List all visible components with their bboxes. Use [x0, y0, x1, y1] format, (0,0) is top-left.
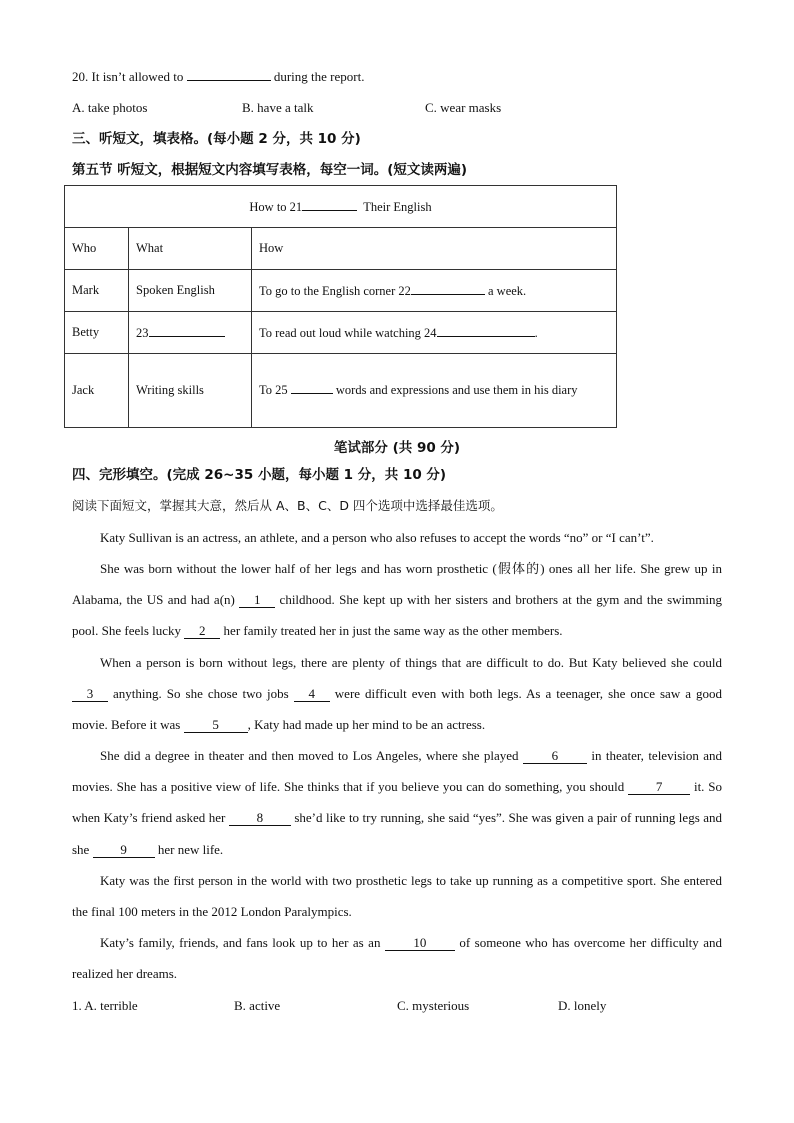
- section-4-title: 四、完形填空。(完成 26~35 小题，每小题 1 分，共 10 分): [72, 467, 447, 483]
- cell-how: To 25 words and expressions and use them in his diary: [252, 354, 617, 428]
- q1-option-b[interactable]: B. active: [234, 998, 281, 1013]
- passage-paragraph-5: Katy was the first person in the world with two prosthetic legs to take up running as a competitive sport. She entered the final 100 meters in the 2012 London Paralympics.: [72, 873, 722, 920]
- cloze-blank-3[interactable]: 3: [72, 687, 108, 702]
- cell-what: Spoken English: [129, 270, 252, 312]
- section-4-instruction: 阅读下面短文，掌握其大意，然后从 A、B、C、D 四个选项中选择最佳选项。: [72, 498, 503, 513]
- cell-what: Writing skills: [129, 354, 252, 428]
- passage-paragraph-3: When a person is born without legs, there are plenty of things that are difficult to do. But Katy believed she could 3 anything. So she chose two jobs 4 were difficult even with both legs. As a teenager, she once saw a good movie. Before it was 5 , Katy had made up her mind to be an actress.: [72, 655, 723, 733]
- header-what: What: [129, 228, 252, 270]
- section-3-title: 三、听短文，填表格。(每小题 2 分，共 10 分): [72, 131, 361, 147]
- q20-text-after: during the report.: [273, 69, 365, 84]
- header-how: How: [252, 228, 617, 270]
- section-5-subtitle: 第五节 听短文，根据短文内容填写表格，每空一词。(短文读两遍): [72, 162, 468, 178]
- cell-what: 23: [129, 312, 252, 354]
- passage-paragraph-6: Katy’s family, friends, and fans look up to her as an 10 of someone who has overcome her difficulty and realized her dreams.: [72, 935, 723, 982]
- question-20: [72, 68, 364, 85]
- blank-22[interactable]: [411, 282, 485, 295]
- cloze-blank-9[interactable]: 9: [93, 843, 155, 858]
- passage-paragraph-1: Katy Sullivan is an actress, an athlete, and a person who also refuses to accept the words “no” or “I can’t”.: [100, 530, 654, 545]
- cell-how: To go to the English corner 22 a week.: [252, 270, 617, 312]
- blank-21[interactable]: [302, 198, 357, 211]
- table-header-row: [65, 228, 617, 270]
- cloze-blank-10[interactable]: 10: [385, 936, 455, 951]
- table-title-row: [65, 186, 617, 228]
- cell-who: Jack: [65, 354, 129, 428]
- listening-table: [64, 185, 617, 428]
- cloze-blank-4[interactable]: 4: [294, 687, 330, 702]
- q1-option-c[interactable]: C. mysterious: [397, 998, 470, 1013]
- cloze-blank-6[interactable]: 6: [523, 749, 587, 764]
- cell-who: Mark: [65, 270, 129, 312]
- written-part-title: 笔试部分 (共 90 分): [333, 440, 461, 456]
- cloze-blank-5[interactable]: 5: [184, 718, 248, 733]
- cloze-blank-1[interactable]: 1: [239, 593, 275, 608]
- cloze-blank-2[interactable]: 2: [184, 624, 220, 639]
- q1-option-a[interactable]: 1. A. terrible: [72, 998, 138, 1013]
- cloze-blank-8[interactable]: 8: [229, 811, 291, 826]
- table-row: [65, 270, 617, 312]
- q20-option-b[interactable]: B. have a talk: [242, 100, 314, 115]
- cell-how: To read out loud while watching 24 .: [252, 312, 617, 354]
- blank-23[interactable]: [149, 324, 225, 337]
- q20-blank[interactable]: [187, 68, 271, 81]
- table-row: [65, 354, 617, 428]
- header-who: Who: [65, 228, 129, 270]
- passage-paragraph-2: She was born without the lower half of her legs and has worn prosthetic (假体的) ones all her life. She grew up in Alabama, the US and had a(n) 1 childhood. She kept up with her sisters and brothers at the gym and the swimming pool. She feels lucky 2 her family treated her in just the same way as the other members.: [72, 561, 722, 639]
- q20-text-before: 20. It isn’t allowed to: [72, 69, 184, 84]
- q20-option-a[interactable]: A. take photos: [72, 100, 148, 115]
- blank-24[interactable]: [437, 324, 535, 337]
- blank-25[interactable]: [291, 381, 333, 394]
- cell-who: Betty: [65, 312, 129, 354]
- q20-option-c[interactable]: C. wear masks: [425, 100, 502, 115]
- passage-paragraph-4: She did a degree in theater and then moved to Los Angeles, where she played 6 in theater, television and movies. She has a positive view of life. She thinks that if you believe you can do something, you should 7 it. So when Katy’s friend asked her 8 she’d like to try running, she said “yes”. She was given a pair of running legs and she 9 her new life.: [72, 748, 723, 857]
- cloze-blank-7[interactable]: 7: [628, 780, 690, 795]
- q1-option-d[interactable]: D. lonely: [558, 998, 607, 1013]
- table-row: [65, 312, 617, 354]
- table-title-cell: How to 21 Their English: [65, 186, 617, 228]
